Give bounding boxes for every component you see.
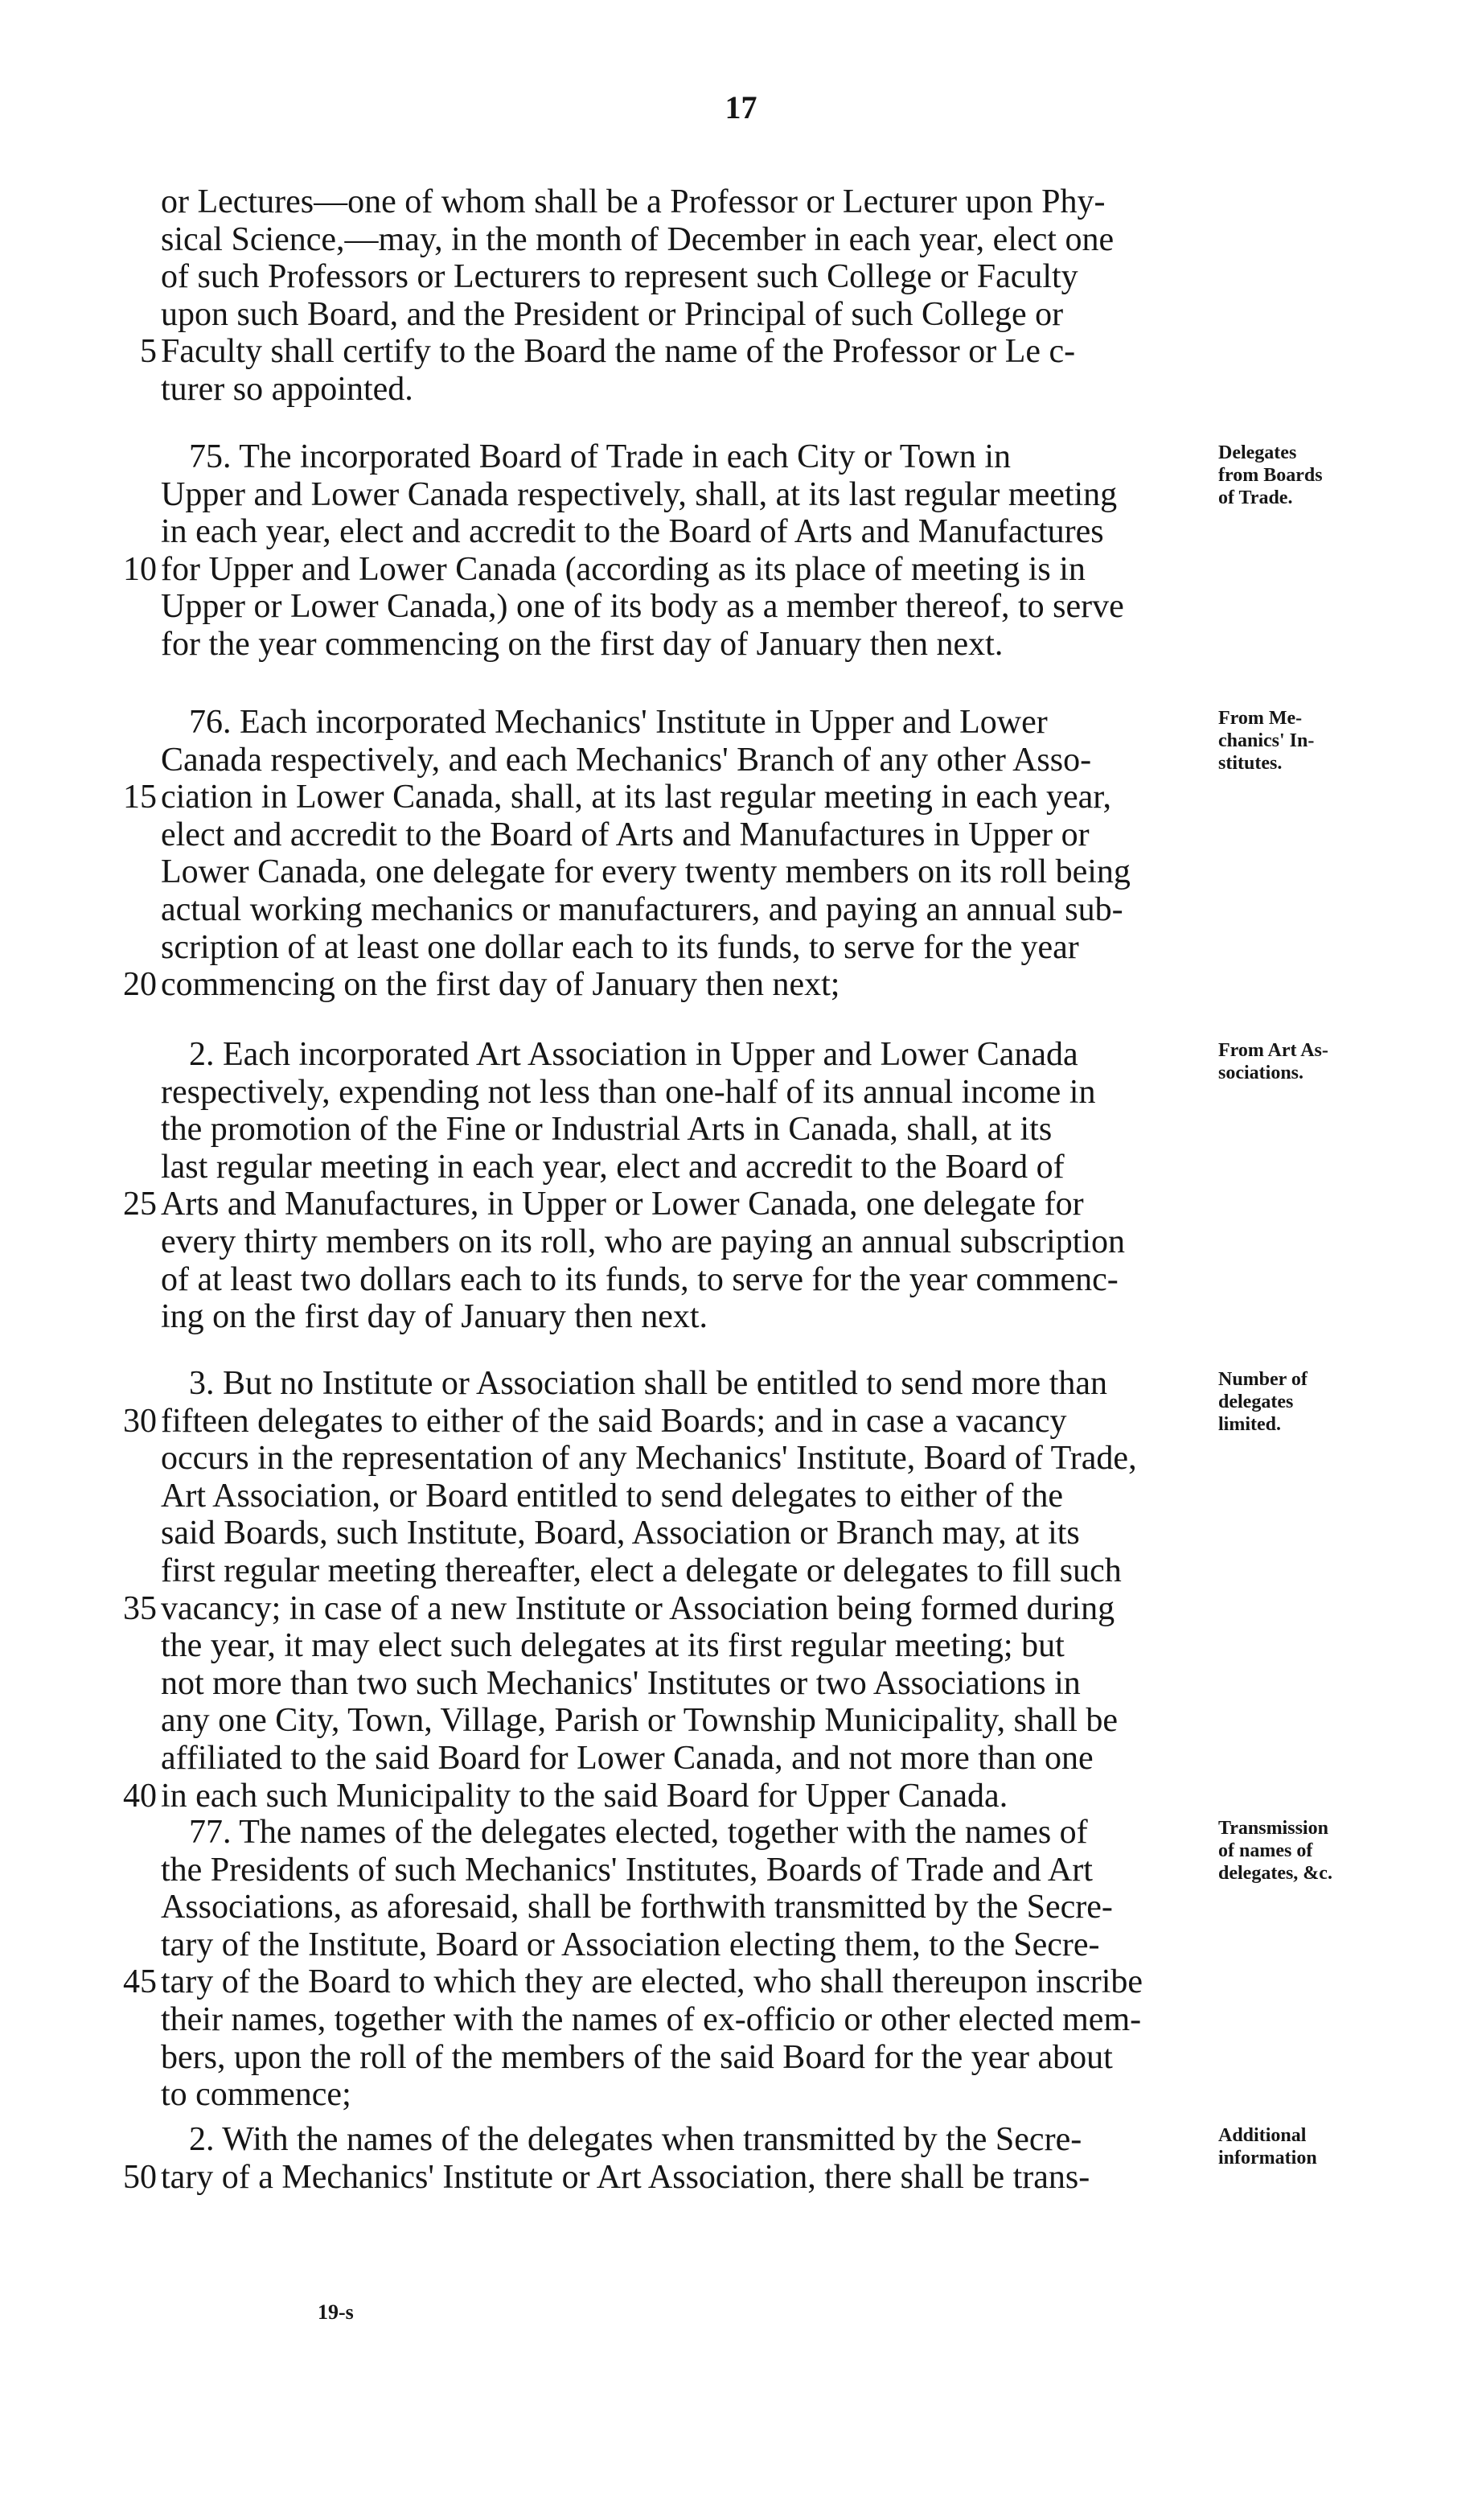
text-line: for the year commencing on the first day of January then next. bbox=[161, 626, 1004, 663]
text-line: in each such Municipality to the said Board for Upper Canada. bbox=[161, 1777, 1008, 1815]
text-line: last regular meeting in each year, elect and accredit to the Board of bbox=[161, 1148, 1065, 1186]
margin-note: of Trade. bbox=[1218, 487, 1293, 508]
text-line: Lower Canada, one delegate for every twenty members on its roll being bbox=[161, 853, 1131, 891]
text-line: sical Science,—may, in the month of December in each year, elect one bbox=[161, 220, 1115, 258]
line-number: 30 bbox=[123, 1402, 157, 1440]
text-line: of such Professors or Lecturers to represent such College or Faculty bbox=[161, 258, 1078, 296]
text-line: to commence; bbox=[161, 2076, 351, 2114]
line-number: 25 bbox=[123, 1186, 157, 1223]
text-line: first regular meeting thereafter, elect a delegate or delegates to fill such bbox=[161, 1552, 1122, 1589]
line-number: 15 bbox=[123, 779, 157, 816]
text-line: vacancy; in case of a new Institute or Association being formed during bbox=[161, 1589, 1115, 1627]
text-line: tary of the Board to which they are elected, who shall thereupon inscribe bbox=[161, 1963, 1143, 2001]
text-line: 2. With the names of the delegates when transmitted by the Secre- bbox=[189, 2121, 1082, 2158]
margin-note: Additional bbox=[1218, 2125, 1307, 2146]
text-line: respectively, expending not less than one-half of its annual income in bbox=[161, 1073, 1096, 1111]
margin-note: Number of bbox=[1218, 1369, 1308, 1390]
margin-note: of names of bbox=[1218, 1840, 1313, 1861]
line-number: 35 bbox=[123, 1589, 157, 1627]
text-line: ciation in Lower Canada, shall, at its last regular meeting in each year, bbox=[161, 779, 1112, 816]
text-line: affiliated to the said Board for Lower Canada, and not more than one bbox=[161, 1740, 1094, 1777]
text-line: actual working mechanics or manufacturers, and paying an annual sub- bbox=[161, 891, 1123, 928]
text-line: every thirty members on its roll, who are paying an annual subscription bbox=[161, 1223, 1126, 1260]
margin-note: delegates, &c. bbox=[1218, 1863, 1332, 1884]
page-number: 17 bbox=[725, 89, 757, 125]
margin-note: Transmission bbox=[1218, 1818, 1328, 1839]
text-line: Arts and Manufactures, in Upper or Lower Canada, one delegate for bbox=[161, 1186, 1084, 1223]
text-line: or Lectures—one of whom shall be a Professor or Lecturer upon Phy- bbox=[161, 183, 1106, 220]
text-line: in each year, elect and accredit to the Board of Arts and Manufactures bbox=[161, 513, 1104, 551]
text-line: any one City, Town, Village, Parish or Township Municipality, shall be bbox=[161, 1702, 1119, 1740]
text-line: Upper or Lower Canada,) one of its body as a member thereof, to serve bbox=[161, 588, 1124, 626]
text-line: the Presidents of such Mechanics' Institutes, Boards of Trade and Art bbox=[161, 1851, 1093, 1889]
line-number: 40 bbox=[123, 1777, 157, 1815]
line-number: 5 bbox=[140, 333, 157, 371]
text-line: for Upper and Lower Canada (according as its place of meeting is in bbox=[161, 550, 1086, 588]
text-line: 76. Each incorporated Mechanics' Institute in Upper and Lower bbox=[189, 704, 1048, 741]
margin-note: From Me- bbox=[1218, 708, 1303, 729]
margin-note: delegates bbox=[1218, 1392, 1294, 1412]
text-line: not more than two such Mechanics' Institutes or two Associations in bbox=[161, 1664, 1081, 1702]
text-line: said Boards, such Institute, Board, Association or Branch may, at its bbox=[161, 1515, 1080, 1552]
margin-note: From Art As- bbox=[1218, 1040, 1328, 1061]
line-number: 10 bbox=[123, 550, 157, 588]
text-line: Art Association, or Board entitled to send delegates to either of the bbox=[161, 1477, 1064, 1515]
text-line: their names, together with the names of ex-officio or other elected mem- bbox=[161, 2001, 1142, 2038]
text-line: elect and accredit to the Board of Arts and Manufactures in Upper or bbox=[161, 816, 1090, 853]
line-number: 20 bbox=[123, 966, 157, 1004]
text-line: 2. Each incorporated Art Association in Upper and Lower Canada bbox=[189, 1036, 1078, 1073]
text-line: scription of at least one dollar each to its funds, to serve for the year bbox=[161, 928, 1079, 966]
text-line: the year, it may elect such delegates at its first regular meeting; but bbox=[161, 1627, 1065, 1665]
text-line: Upper and Lower Canada respectively, shall, at its last regular meeting bbox=[161, 475, 1118, 513]
margin-note: limited. bbox=[1218, 1414, 1281, 1435]
margin-note: from Boards bbox=[1218, 465, 1323, 486]
text-line: turer so appointed. bbox=[161, 371, 413, 408]
text-line: of at least two dollars each to its funds, to serve for the year commenc- bbox=[161, 1260, 1119, 1298]
line-number: 50 bbox=[123, 2158, 157, 2196]
text-line: Faculty shall certify to the Board the name of the Professor or Le c- bbox=[161, 333, 1076, 371]
margin-note: information bbox=[1218, 2148, 1317, 2169]
text-line: tary of a Mechanics' Institute or Art Association, there shall be trans- bbox=[161, 2158, 1090, 2196]
text-line: Canada respectively, and each Mechanics' Branch of any other Asso- bbox=[161, 741, 1092, 779]
text-line: commencing on the first day of January then next; bbox=[161, 966, 840, 1004]
text-line: tary of the Institute, Board or Association electing them, to the Secre- bbox=[161, 1926, 1100, 1963]
text-line: occurs in the representation of any Mechanics' Institute, Board of Trade, bbox=[161, 1440, 1137, 1478]
text-line: fifteen delegates to either of the said Boards; and in case a vacancy bbox=[161, 1402, 1067, 1440]
text-line: Associations, as aforesaid, shall be forthwith transmitted by the Secre- bbox=[161, 1889, 1113, 1926]
text-line: ing on the first day of January then next. bbox=[161, 1298, 708, 1336]
margin-note: stitutes. bbox=[1218, 753, 1283, 774]
text-line: 3. But no Institute or Association shall be entitled to send more than bbox=[189, 1365, 1107, 1402]
text-line: bers, upon the roll of the members of the said Board for the year about bbox=[161, 2038, 1113, 2076]
text-line: 77. The names of the delegates elected, together with the names of bbox=[189, 1814, 1088, 1851]
text-line: 75. The incorporated Board of Trade in each City or Town in bbox=[189, 438, 1011, 475]
margin-note: sociations. bbox=[1218, 1063, 1304, 1083]
signature-mark: 19-s bbox=[318, 2300, 354, 2324]
text-line: the promotion of the Fine or Industrial Arts in Canada, shall, at its bbox=[161, 1111, 1053, 1149]
margin-note: Delegates bbox=[1218, 442, 1297, 463]
margin-note: chanics' In- bbox=[1218, 730, 1315, 751]
line-number: 45 bbox=[123, 1963, 157, 2001]
text-line: upon such Board, and the President or Principal of such College or bbox=[161, 295, 1064, 333]
